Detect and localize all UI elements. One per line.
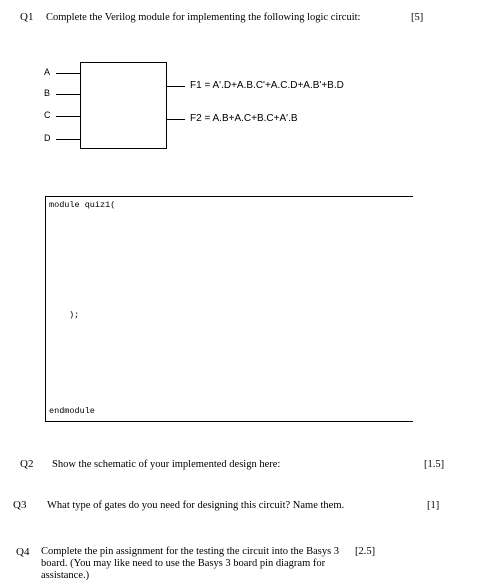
q4-text-line2: board. (You may like need to use the Basys 3 board pin diagram for: [41, 558, 326, 569]
q1-marks: [5]: [411, 12, 424, 23]
q2-marks: [1.5]: [424, 459, 445, 470]
q4-text-line1: Complete the pin assignment for the testing the circuit into the Basys 3: [41, 546, 340, 557]
input-wire-d: [56, 139, 80, 140]
output-wire-f2: [166, 119, 185, 120]
output-equation-f2: F2 = A.B+A.C+B.C+A'.B: [190, 113, 298, 124]
code-answer-box[interactable]: [45, 196, 413, 422]
input-label-d: D: [44, 133, 51, 143]
q1-number: Q1: [20, 11, 34, 23]
q1-text: Complete the Verilog module for implementing the following logic circuit:: [46, 12, 361, 23]
q3-number: Q3: [13, 499, 27, 511]
q4-marks: [2.5]: [355, 546, 376, 557]
code-module-header: module quiz1(: [49, 200, 116, 210]
output-equation-f1: F1 = A'.D+A.B.C'+A.C.D+A.B'+B.D: [190, 80, 344, 91]
q4-number: Q4: [16, 546, 30, 558]
q2-text: Show the schematic of your implemented design here:: [52, 459, 281, 470]
input-wire-b: [56, 94, 80, 95]
input-label-b: B: [44, 88, 51, 98]
output-wire-f1: [166, 86, 185, 87]
code-port-close: );: [69, 310, 80, 320]
input-wire-a: [56, 73, 80, 74]
input-label-c: C: [44, 110, 51, 120]
input-label-a: A: [44, 67, 51, 77]
q3-marks: [1]: [427, 500, 440, 511]
q4-text-line3: assistance.): [41, 570, 90, 581]
logic-block: [80, 62, 167, 149]
input-wire-c: [56, 116, 80, 117]
circuit-diagram: [0, 0, 477, 160]
q3-text: What type of gates do you need for designing this circuit? Name them.: [47, 500, 345, 511]
code-endmodule: endmodule: [49, 406, 95, 416]
q2-number: Q2: [20, 458, 34, 470]
